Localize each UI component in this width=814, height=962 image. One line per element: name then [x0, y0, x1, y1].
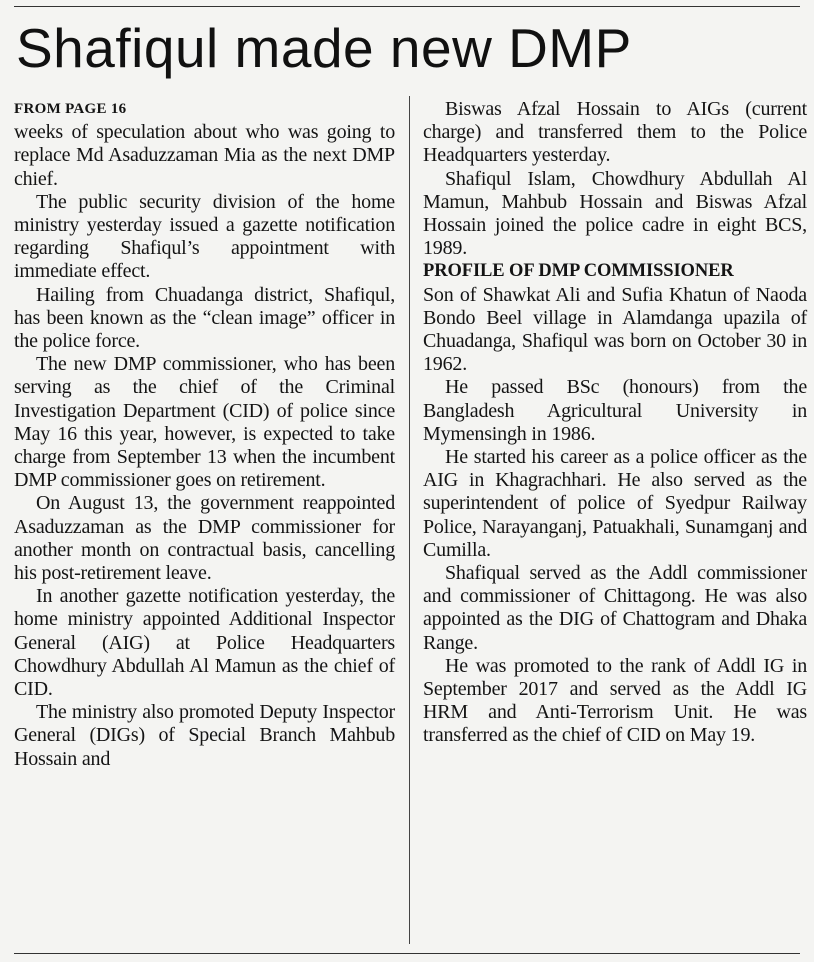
- paragraph: The new DMP commissioner, who has been serving as the chief of the Criminal Investigation Department (CID) of police since May 16 this year, however, is expected to take charge from September 13 when the incumbent DMP commissioner goes on retirement.: [14, 353, 395, 492]
- paragraph: In another gazette notification yesterday, the home ministry appointed Additional Inspector General (AIG) at Police Headquarters Chowdhury Abdullah Al Mamun as the chief of CID.: [14, 585, 395, 701]
- paragraph: The ministry also promoted Deputy Inspector General (DIGs) of Special Branch Mahbub Hossain and: [14, 701, 395, 770]
- paragraph: The public security division of the home ministry yesterday issued a gazette notification regarding Shafiqul’s appointment with immediate effect.: [14, 190, 395, 283]
- column-divider: [409, 96, 410, 944]
- subhead-profile: PROFILE OF DMP COMMISSIONER: [423, 261, 734, 282]
- headline: Shafiqul made new DMP: [16, 17, 632, 79]
- paragraph: Son of Shawkat Ali and Sufia Khatun of Naoda Bondo Beel village in Alamdanga upazila of Chuadanga, Shafiqul was born on October 30 in 1962.: [423, 283, 807, 376]
- paragraph: He passed BSc (honours) from the Bangladesh Agricultural University in Mymensingh in 1986.: [423, 376, 807, 445]
- bottom-rule: [14, 953, 800, 954]
- kicker-from-page: FROM PAGE 16: [14, 101, 127, 117]
- paragraph: He was promoted to the rank of Addl IG in September 2017 and served as the Addl IG HRM and Anti-Terrorism Unit. He was transferred as the chief of CID on May 19.: [423, 654, 807, 747]
- paragraph: weeks of speculation about who was going to replace Md Asaduzzaman Mia as the next DMP chief.: [14, 121, 395, 190]
- left-column: [14, 98, 395, 771]
- paragraph: Biswas Afzal Hossain to AIGs (current charge) and transferred them to the Police Headquarters yesterday.: [423, 98, 807, 167]
- paragraph: Shafiqual served as the Addl commissioner and commissioner of Chittagong. He was also appointed as the DIG of Chattogram and Dhaka Range.: [423, 562, 807, 654]
- paragraph: He started his career as a police officer as the AIG in Khagrachhari. He also served as the superintendent of police of Syedpur Railway Police, Narayanganj, Patuakhali, Sunamganj and Cumilla.: [423, 446, 807, 561]
- paragraph: On August 13, the government reappointed Asaduzzaman as the DMP commissioner for another month on contractual basis, cancelling his post-retirement leave.: [14, 492, 395, 585]
- right-column: [423, 98, 807, 748]
- paragraph: Shafiqul Islam, Chowdhury Abdullah Al Mamun, Mahbub Hossain and Biswas Afzal Hossain joined the police cadre in eight BCS, 1989.: [423, 167, 807, 260]
- top-rule: [14, 6, 800, 7]
- paragraph: Hailing from Chuadanga district, Shafiqul, has been known as the “clean image” officer in the police force.: [14, 283, 395, 353]
